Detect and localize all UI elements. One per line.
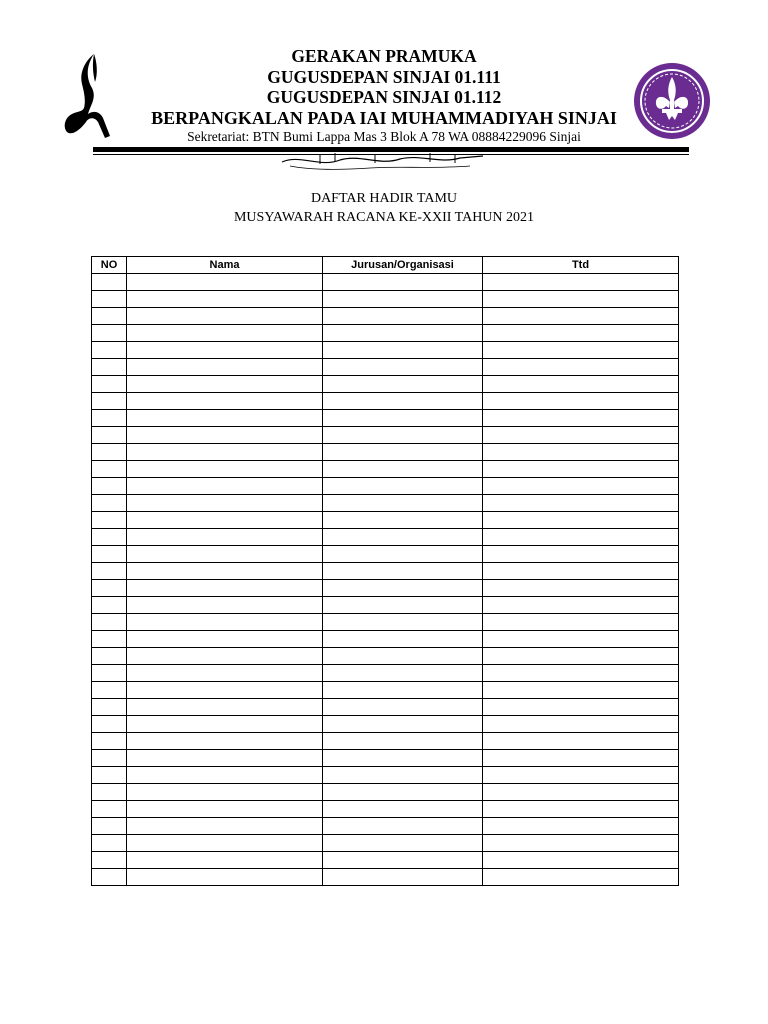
cell-ttd xyxy=(483,308,679,325)
cell-nama xyxy=(127,546,323,563)
cell-ttd xyxy=(483,563,679,580)
cell-jurusan xyxy=(323,784,483,801)
cell-no xyxy=(92,393,127,410)
cell-ttd xyxy=(483,852,679,869)
cell-no xyxy=(92,835,127,852)
cell-ttd xyxy=(483,699,679,716)
secretariat-address: Sekretariat: BTN Bumi Lappa Mas 3 Blok A 78 WA 08884229096 Sinjai xyxy=(187,129,581,144)
cell-no xyxy=(92,818,127,835)
cell-no xyxy=(92,665,127,682)
cell-ttd xyxy=(483,580,679,597)
table-row xyxy=(92,478,679,495)
table-row xyxy=(92,410,679,427)
cell-ttd xyxy=(483,818,679,835)
cell-ttd xyxy=(483,444,679,461)
cell-no xyxy=(92,801,127,818)
cell-jurusan xyxy=(323,648,483,665)
letterhead xyxy=(150,46,618,128)
cell-jurusan xyxy=(323,682,483,699)
table-row xyxy=(92,665,679,682)
cell-nama xyxy=(127,614,323,631)
cell-nama xyxy=(127,410,323,427)
table-row xyxy=(92,750,679,767)
cell-nama xyxy=(127,767,323,784)
cell-nama xyxy=(127,648,323,665)
table-row xyxy=(92,427,679,444)
event-title: MUSYAWARAH RACANA KE-XXII TAHUN 2021 xyxy=(233,210,535,225)
cell-nama xyxy=(127,665,323,682)
cell-no xyxy=(92,580,127,597)
cell-no xyxy=(92,631,127,648)
cell-jurusan xyxy=(323,393,483,410)
col-header-no: NO xyxy=(92,257,127,274)
cell-nama xyxy=(127,563,323,580)
cell-no xyxy=(92,308,127,325)
cell-ttd xyxy=(483,393,679,410)
cell-jurusan xyxy=(323,801,483,818)
cell-jurusan xyxy=(323,342,483,359)
cell-jurusan xyxy=(323,597,483,614)
cell-no xyxy=(92,852,127,869)
cell-ttd xyxy=(483,359,679,376)
cell-jurusan xyxy=(323,376,483,393)
cell-no xyxy=(92,614,127,631)
cell-no xyxy=(92,410,127,427)
table-row xyxy=(92,274,679,291)
cell-jurusan xyxy=(323,291,483,308)
cell-ttd xyxy=(483,682,679,699)
cell-ttd xyxy=(483,291,679,308)
table-row xyxy=(92,733,679,750)
cell-jurusan xyxy=(323,563,483,580)
cell-ttd xyxy=(483,614,679,631)
cell-ttd xyxy=(483,869,679,886)
cell-nama xyxy=(127,444,323,461)
cell-jurusan xyxy=(323,733,483,750)
table-row xyxy=(92,767,679,784)
cell-jurusan xyxy=(323,444,483,461)
table-row xyxy=(92,495,679,512)
cell-jurusan xyxy=(323,716,483,733)
cell-nama xyxy=(127,274,323,291)
cell-ttd xyxy=(483,427,679,444)
cell-ttd xyxy=(483,665,679,682)
cell-nama xyxy=(127,597,323,614)
cell-jurusan xyxy=(323,274,483,291)
table-row xyxy=(92,869,679,886)
cell-no xyxy=(92,342,127,359)
cell-ttd xyxy=(483,716,679,733)
cell-ttd xyxy=(483,631,679,648)
cell-no xyxy=(92,495,127,512)
cell-nama xyxy=(127,818,323,835)
basmala-calligraphy-icon xyxy=(280,150,485,172)
org-name: GERAKAN PRAMUKA xyxy=(291,46,477,66)
col-header-ttd: Ttd xyxy=(483,257,679,274)
tunas-kelapa-icon xyxy=(64,52,114,144)
cell-nama xyxy=(127,750,323,767)
table-row xyxy=(92,359,679,376)
document-title: DAFTAR HADIR TAMU xyxy=(310,191,458,206)
cell-no xyxy=(92,767,127,784)
world-scout-emblem-icon xyxy=(633,62,711,140)
cell-nama xyxy=(127,852,323,869)
cell-jurusan xyxy=(323,750,483,767)
cell-jurusan xyxy=(323,869,483,886)
cell-nama xyxy=(127,359,323,376)
table-row xyxy=(92,614,679,631)
cell-nama xyxy=(127,342,323,359)
unit-name-1: GUGUSDEPAN SINJAI 01.111 xyxy=(267,66,501,87)
cell-no xyxy=(92,478,127,495)
table-row xyxy=(92,529,679,546)
table-row xyxy=(92,631,679,648)
cell-no xyxy=(92,325,127,342)
cell-nama xyxy=(127,291,323,308)
cell-nama xyxy=(127,784,323,801)
cell-jurusan xyxy=(323,818,483,835)
cell-nama xyxy=(127,869,323,886)
cell-ttd xyxy=(483,478,679,495)
table-row xyxy=(92,835,679,852)
cell-ttd xyxy=(483,342,679,359)
cell-no xyxy=(92,597,127,614)
cell-jurusan xyxy=(323,852,483,869)
cell-jurusan xyxy=(323,665,483,682)
cell-ttd xyxy=(483,648,679,665)
cell-jurusan xyxy=(323,699,483,716)
cell-jurusan xyxy=(323,478,483,495)
cell-nama xyxy=(127,478,323,495)
base-name: BERPANGKALAN PADA IAI MUHAMMADIYAH SINJAI xyxy=(151,107,617,128)
cell-nama xyxy=(127,325,323,342)
cell-ttd xyxy=(483,274,679,291)
cell-no xyxy=(92,563,127,580)
cell-jurusan xyxy=(323,461,483,478)
table-row xyxy=(92,597,679,614)
cell-ttd xyxy=(483,461,679,478)
table-row xyxy=(92,512,679,529)
table-header-row xyxy=(92,257,679,274)
cell-ttd xyxy=(483,529,679,546)
cell-nama xyxy=(127,461,323,478)
col-header-jurusan: Jurusan/Organisasi xyxy=(323,257,483,274)
cell-no xyxy=(92,529,127,546)
cell-ttd xyxy=(483,325,679,342)
table-row xyxy=(92,818,679,835)
cell-nama xyxy=(127,835,323,852)
cell-jurusan xyxy=(323,308,483,325)
cell-nama xyxy=(127,393,323,410)
cell-ttd xyxy=(483,410,679,427)
table-row xyxy=(92,563,679,580)
table-row xyxy=(92,801,679,818)
cell-ttd xyxy=(483,750,679,767)
cell-no xyxy=(92,376,127,393)
cell-no xyxy=(92,359,127,376)
table-row xyxy=(92,461,679,478)
cell-nama xyxy=(127,682,323,699)
table-row xyxy=(92,852,679,869)
table-row xyxy=(92,784,679,801)
cell-jurusan xyxy=(323,580,483,597)
cell-nama xyxy=(127,733,323,750)
cell-nama xyxy=(127,495,323,512)
table-row xyxy=(92,342,679,359)
table-row xyxy=(92,580,679,597)
cell-no xyxy=(92,784,127,801)
cell-no xyxy=(92,648,127,665)
cell-no xyxy=(92,682,127,699)
cell-nama xyxy=(127,512,323,529)
cell-no xyxy=(92,699,127,716)
cell-no xyxy=(92,716,127,733)
table-row xyxy=(92,444,679,461)
cell-jurusan xyxy=(323,359,483,376)
table-row xyxy=(92,699,679,716)
table-row xyxy=(92,682,679,699)
cell-ttd xyxy=(483,376,679,393)
cell-jurusan xyxy=(323,427,483,444)
cell-no xyxy=(92,427,127,444)
cell-no xyxy=(92,546,127,563)
cell-jurusan xyxy=(323,631,483,648)
col-header-nama: Nama xyxy=(127,257,323,274)
cell-ttd xyxy=(483,801,679,818)
cell-nama xyxy=(127,580,323,597)
cell-ttd xyxy=(483,512,679,529)
cell-nama xyxy=(127,716,323,733)
cell-nama xyxy=(127,801,323,818)
cell-jurusan xyxy=(323,614,483,631)
cell-no xyxy=(92,750,127,767)
table-row xyxy=(92,291,679,308)
cell-no xyxy=(92,512,127,529)
cell-jurusan xyxy=(323,325,483,342)
table-body xyxy=(92,274,679,886)
cell-no xyxy=(92,274,127,291)
cell-nama xyxy=(127,631,323,648)
table-row xyxy=(92,376,679,393)
cell-ttd xyxy=(483,733,679,750)
table-row xyxy=(92,325,679,342)
cell-nama xyxy=(127,308,323,325)
cell-ttd xyxy=(483,495,679,512)
cell-jurusan xyxy=(323,410,483,427)
cell-jurusan xyxy=(323,495,483,512)
cell-jurusan xyxy=(323,767,483,784)
cell-ttd xyxy=(483,597,679,614)
cell-jurusan xyxy=(323,529,483,546)
cell-ttd xyxy=(483,835,679,852)
cell-jurusan xyxy=(323,546,483,563)
cell-no xyxy=(92,733,127,750)
cell-no xyxy=(92,291,127,308)
cell-nama xyxy=(127,699,323,716)
table-row xyxy=(92,716,679,733)
cell-nama xyxy=(127,376,323,393)
cell-nama xyxy=(127,427,323,444)
unit-name-2: GUGUSDEPAN SINJAI 01.112 xyxy=(266,87,502,107)
cell-jurusan xyxy=(323,835,483,852)
cell-no xyxy=(92,444,127,461)
cell-ttd xyxy=(483,767,679,784)
cell-ttd xyxy=(483,546,679,563)
cell-ttd xyxy=(483,784,679,801)
attendance-table xyxy=(91,256,679,886)
cell-no xyxy=(92,869,127,886)
cell-no xyxy=(92,461,127,478)
cell-nama xyxy=(127,529,323,546)
cell-jurusan xyxy=(323,512,483,529)
table-row xyxy=(92,393,679,410)
table-row xyxy=(92,648,679,665)
table-row xyxy=(92,308,679,325)
table-row xyxy=(92,546,679,563)
